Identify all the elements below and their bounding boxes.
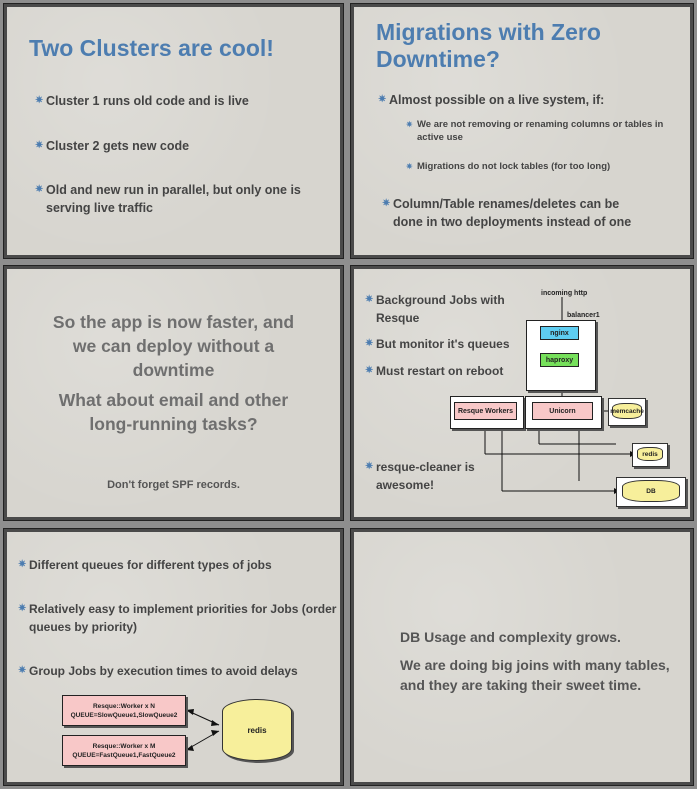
bullet-icon: ✷: [382, 198, 391, 209]
slide-title: Migrations with Zero Downtime?: [376, 19, 601, 72]
slide-text: DB Usage and complexity grows.: [400, 629, 621, 645]
bullet-item: ✷ Old and new run in parallel, but only one is serving live traffic: [35, 183, 301, 215]
bullet-icon: ✷: [35, 95, 44, 106]
slide-text: So the app is now faster, and we can deploy without a downtime: [52, 312, 295, 380]
bullet-item: ✷ Relatively easy to implement priorities for Jobs (order queues by priority): [18, 602, 337, 634]
redis-cylinder: redis: [222, 699, 292, 761]
bullet-icon: ✷: [18, 603, 27, 614]
bullet-icon: ✷: [406, 162, 413, 171]
bullet-item: ✷ Cluster 2 gets new code: [35, 139, 190, 153]
bullet-item: ✷ Group Jobs by execution times to avoid delays: [18, 664, 298, 678]
slide-background-jobs[interactable]: [351, 266, 693, 520]
bullet-item: ✷ Almost possible on a live system, if:: [378, 93, 605, 107]
bullet-icon: ✷: [365, 338, 374, 349]
worker-count-text: Resque::Worker x M: [92, 742, 156, 750]
slide-text: What about email and other long-running tasks?: [58, 390, 289, 434]
bullet-item: ✷ resque-cleaner is awesome!: [365, 460, 475, 492]
bullet-icon: ✷: [35, 140, 44, 151]
worker-queue-text: QUEUE=FastQueue1,FastQueue2: [72, 751, 176, 759]
bullet-icon: ✷: [365, 294, 374, 305]
bullet-icon: ✷: [365, 365, 374, 376]
bullet-item: ✷ Cluster 1 runs old code and is live: [35, 94, 249, 108]
bullet-icon: ✷: [18, 665, 27, 676]
bullet-icon: ✷: [378, 94, 387, 105]
slide-two-clusters[interactable]: [4, 4, 343, 258]
sub-bullet-item: ✷ Migrations do not lock tables (for too long): [406, 161, 611, 172]
bullet-icon: ✷: [406, 120, 413, 129]
slide-app-faster[interactable]: [4, 266, 343, 520]
slide-db-usage[interactable]: [351, 529, 693, 785]
slide-migrations[interactable]: [351, 4, 693, 258]
bullet-item: ✷ But monitor it's queues: [365, 337, 510, 351]
fast-worker-box: [62, 735, 186, 766]
worker-queue-text: QUEUE=SlowQueue1,SlowQueue2: [70, 711, 178, 719]
bullet-item: ✷ Different queues for different types of jobs: [18, 558, 272, 572]
memcache-cylinder: memcache: [612, 403, 642, 419]
db-cylinder: DB: [622, 480, 680, 502]
bullet-icon: ✷: [365, 461, 374, 472]
bullet-icon: ✷: [35, 184, 44, 195]
redis-cylinder: redis: [637, 447, 663, 461]
slide-note: Don't forget SPF records.: [107, 479, 240, 491]
bullet-icon: ✷: [18, 559, 27, 570]
unicorn-box: Unicorn: [532, 402, 593, 420]
slow-worker-box: [62, 695, 186, 726]
haproxy-box: haproxy: [540, 353, 579, 367]
slide-queues[interactable]: [4, 529, 343, 785]
slide-text: We are doing big joins with many tables, and they are taking their sweet time.: [400, 657, 670, 693]
bullet-item: ✷ Column/Table renames/deletes can be done in two deployments instead of one: [382, 197, 632, 229]
resque-workers-box: Resque Workers: [454, 402, 517, 420]
balancer-label: balancer1: [567, 312, 600, 319]
incoming-http-label: incoming http: [541, 290, 588, 297]
bullet-item: ✷ Must restart on reboot: [365, 364, 504, 378]
worker-count-text: Resque::Worker x N: [92, 702, 155, 710]
slide-title: Two Clusters are cool!: [29, 35, 274, 61]
sub-bullet-item: ✷ We are not removing or renaming columns or tables in active use: [406, 119, 664, 143]
nginx-box: nginx: [540, 326, 579, 340]
bullet-item: ✷ Background Jobs with Resque: [365, 293, 505, 325]
